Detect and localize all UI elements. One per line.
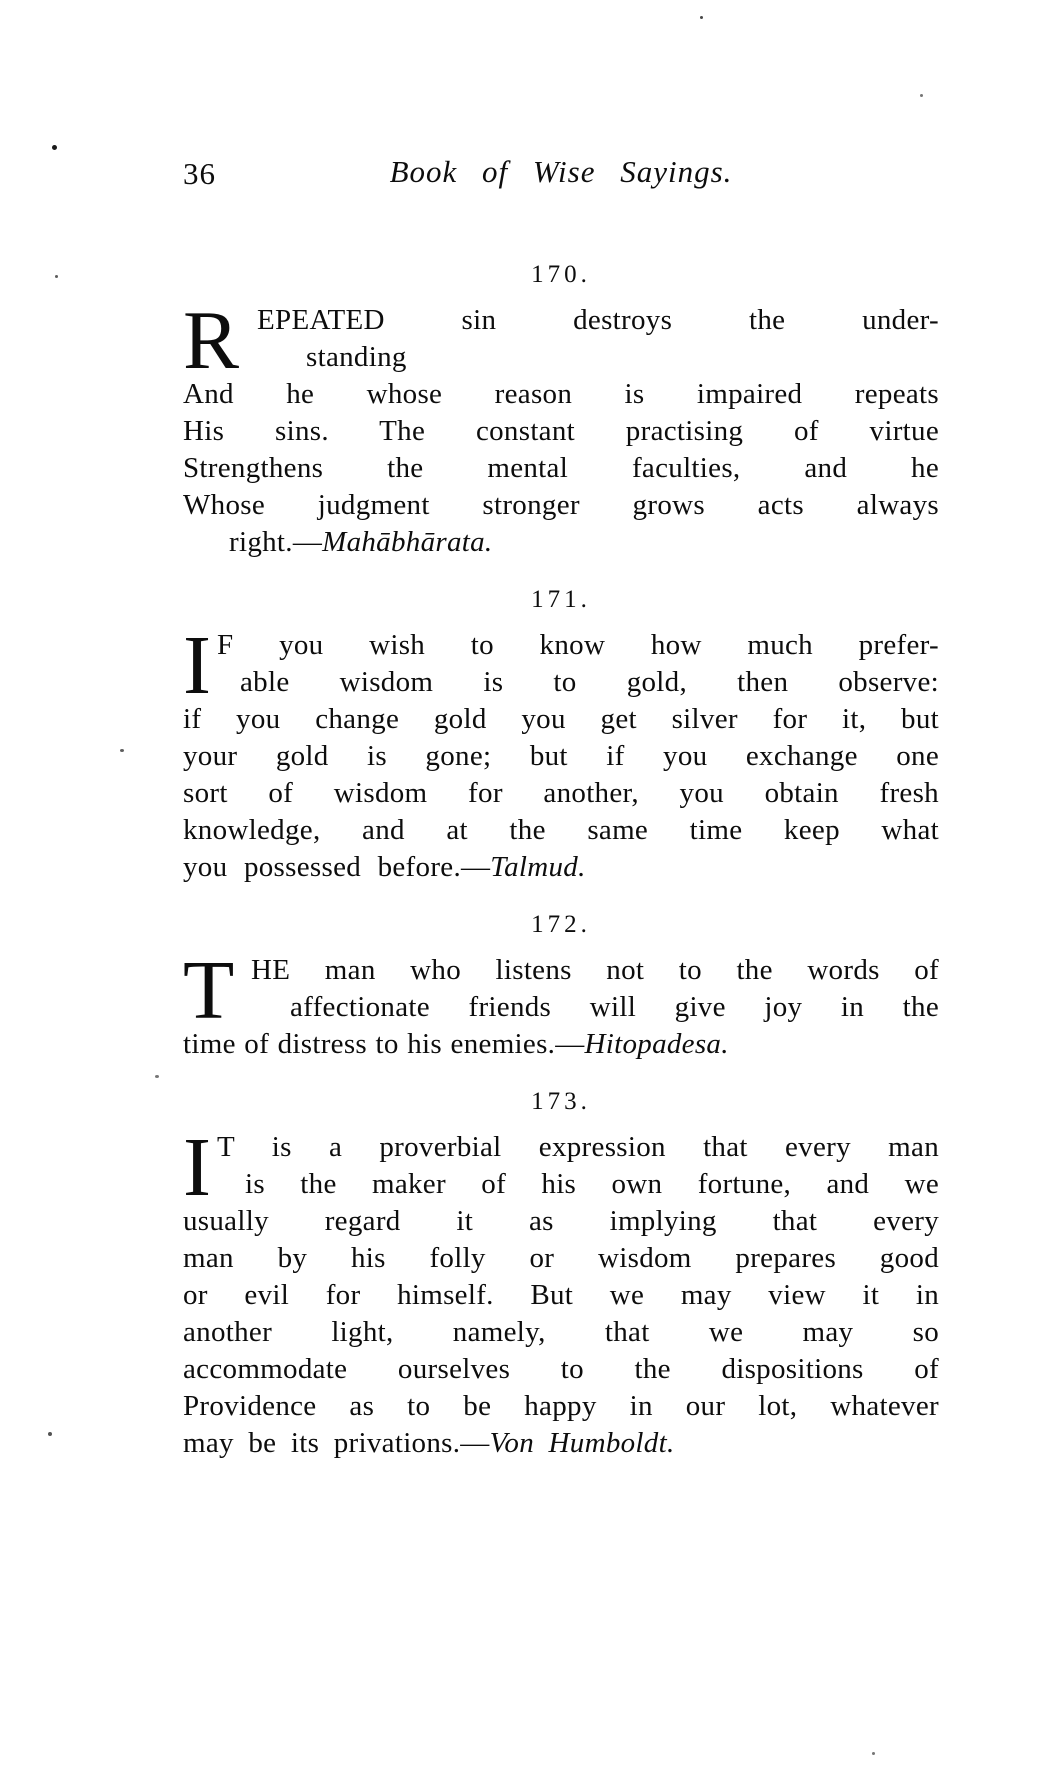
saying-section	[183, 1089, 939, 1462]
saying-line: And he whose reason is impaired repeats	[183, 378, 939, 410]
saying-line: His sins. The constant practising of virtue	[183, 415, 939, 447]
saying-line: T is a proverbial expression that every man	[217, 1131, 939, 1163]
saying-paragraph	[183, 619, 939, 886]
drop-cap: T	[183, 944, 235, 1037]
saying-line: F you wish to know how much prefer-	[217, 629, 939, 661]
scan-speck	[120, 749, 124, 752]
scan-speck	[155, 1075, 159, 1078]
saying-line: your gold is gone; but if you exchange one	[183, 740, 939, 772]
saying-line: you possessed before.—Talmud.	[183, 851, 586, 883]
saying-line: time of distress to his enemies.—Hitopadesa.	[183, 1028, 729, 1060]
saying-paragraph	[183, 1121, 939, 1462]
attribution: Talmud.	[490, 851, 586, 883]
saying-line: Providence as to be happy in our lot, whatever	[183, 1390, 939, 1422]
saying-line: is the maker of his own fortune, and we	[245, 1168, 939, 1200]
saying-line: man by his folly or wisdom prepares good	[183, 1242, 939, 1274]
page-header	[183, 150, 939, 196]
saying-line: sort of wisdom for another, you obtain fresh	[183, 777, 939, 809]
attribution: Von Humboldt.	[489, 1427, 675, 1459]
sayings	[183, 262, 939, 1462]
saying-line: may be its privations.—Von Humboldt.	[183, 1427, 675, 1459]
scan-speck	[52, 145, 57, 150]
scan-speck	[920, 94, 923, 97]
saying-line: accommodate ourselves to the dispositions of	[183, 1353, 939, 1385]
saying-paragraph	[183, 294, 939, 561]
saying-number: 173.	[531, 1088, 591, 1115]
saying-line: if you change gold you get silver for it, but	[183, 703, 939, 735]
saying-line: affectionate friends will give joy in the	[290, 991, 939, 1023]
attribution: Hitopadesa.	[584, 1028, 729, 1060]
saying-number: 170.	[531, 261, 591, 288]
text-block	[183, 150, 939, 1462]
saying-section	[183, 262, 939, 561]
saying-line: able wisdom is to gold, then observe:	[240, 666, 939, 698]
saying-line: standing	[306, 341, 407, 373]
saying-number: 171.	[531, 586, 591, 613]
attribution: Mahābhārata.	[322, 526, 493, 558]
page-number: 36	[183, 156, 216, 191]
saying-section	[183, 587, 939, 886]
saying-line: usually regard it as implying that every	[183, 1205, 939, 1237]
scan-speck	[48, 1432, 52, 1436]
drop-cap: I	[183, 619, 211, 712]
saying-line: HE man who listens not to the words of	[251, 954, 939, 986]
scan-speck	[700, 16, 703, 19]
saying-section	[183, 912, 939, 1063]
saying-paragraph	[183, 944, 939, 1063]
scan-speck	[872, 1752, 875, 1755]
saying-line: Strengthens the mental faculties, and he	[183, 452, 939, 484]
saying-line: or evil for himself. But we may view it in	[183, 1279, 939, 1311]
saying-line: right.—Mahābhārata.	[229, 526, 493, 558]
saying-number: 172.	[531, 911, 591, 938]
drop-cap: I	[183, 1121, 211, 1214]
drop-cap: R	[183, 294, 240, 387]
saying-line: EPEATED sin destroys the under-	[257, 304, 939, 336]
running-title: Book of Wise Sayings.	[389, 154, 733, 189]
scan-speck	[55, 275, 58, 278]
saying-line: knowledge, and at the same time keep what	[183, 814, 939, 846]
saying-line: another light, namely, that we may so	[183, 1316, 939, 1348]
saying-line: Whose judgment stronger grows acts always	[183, 489, 939, 521]
